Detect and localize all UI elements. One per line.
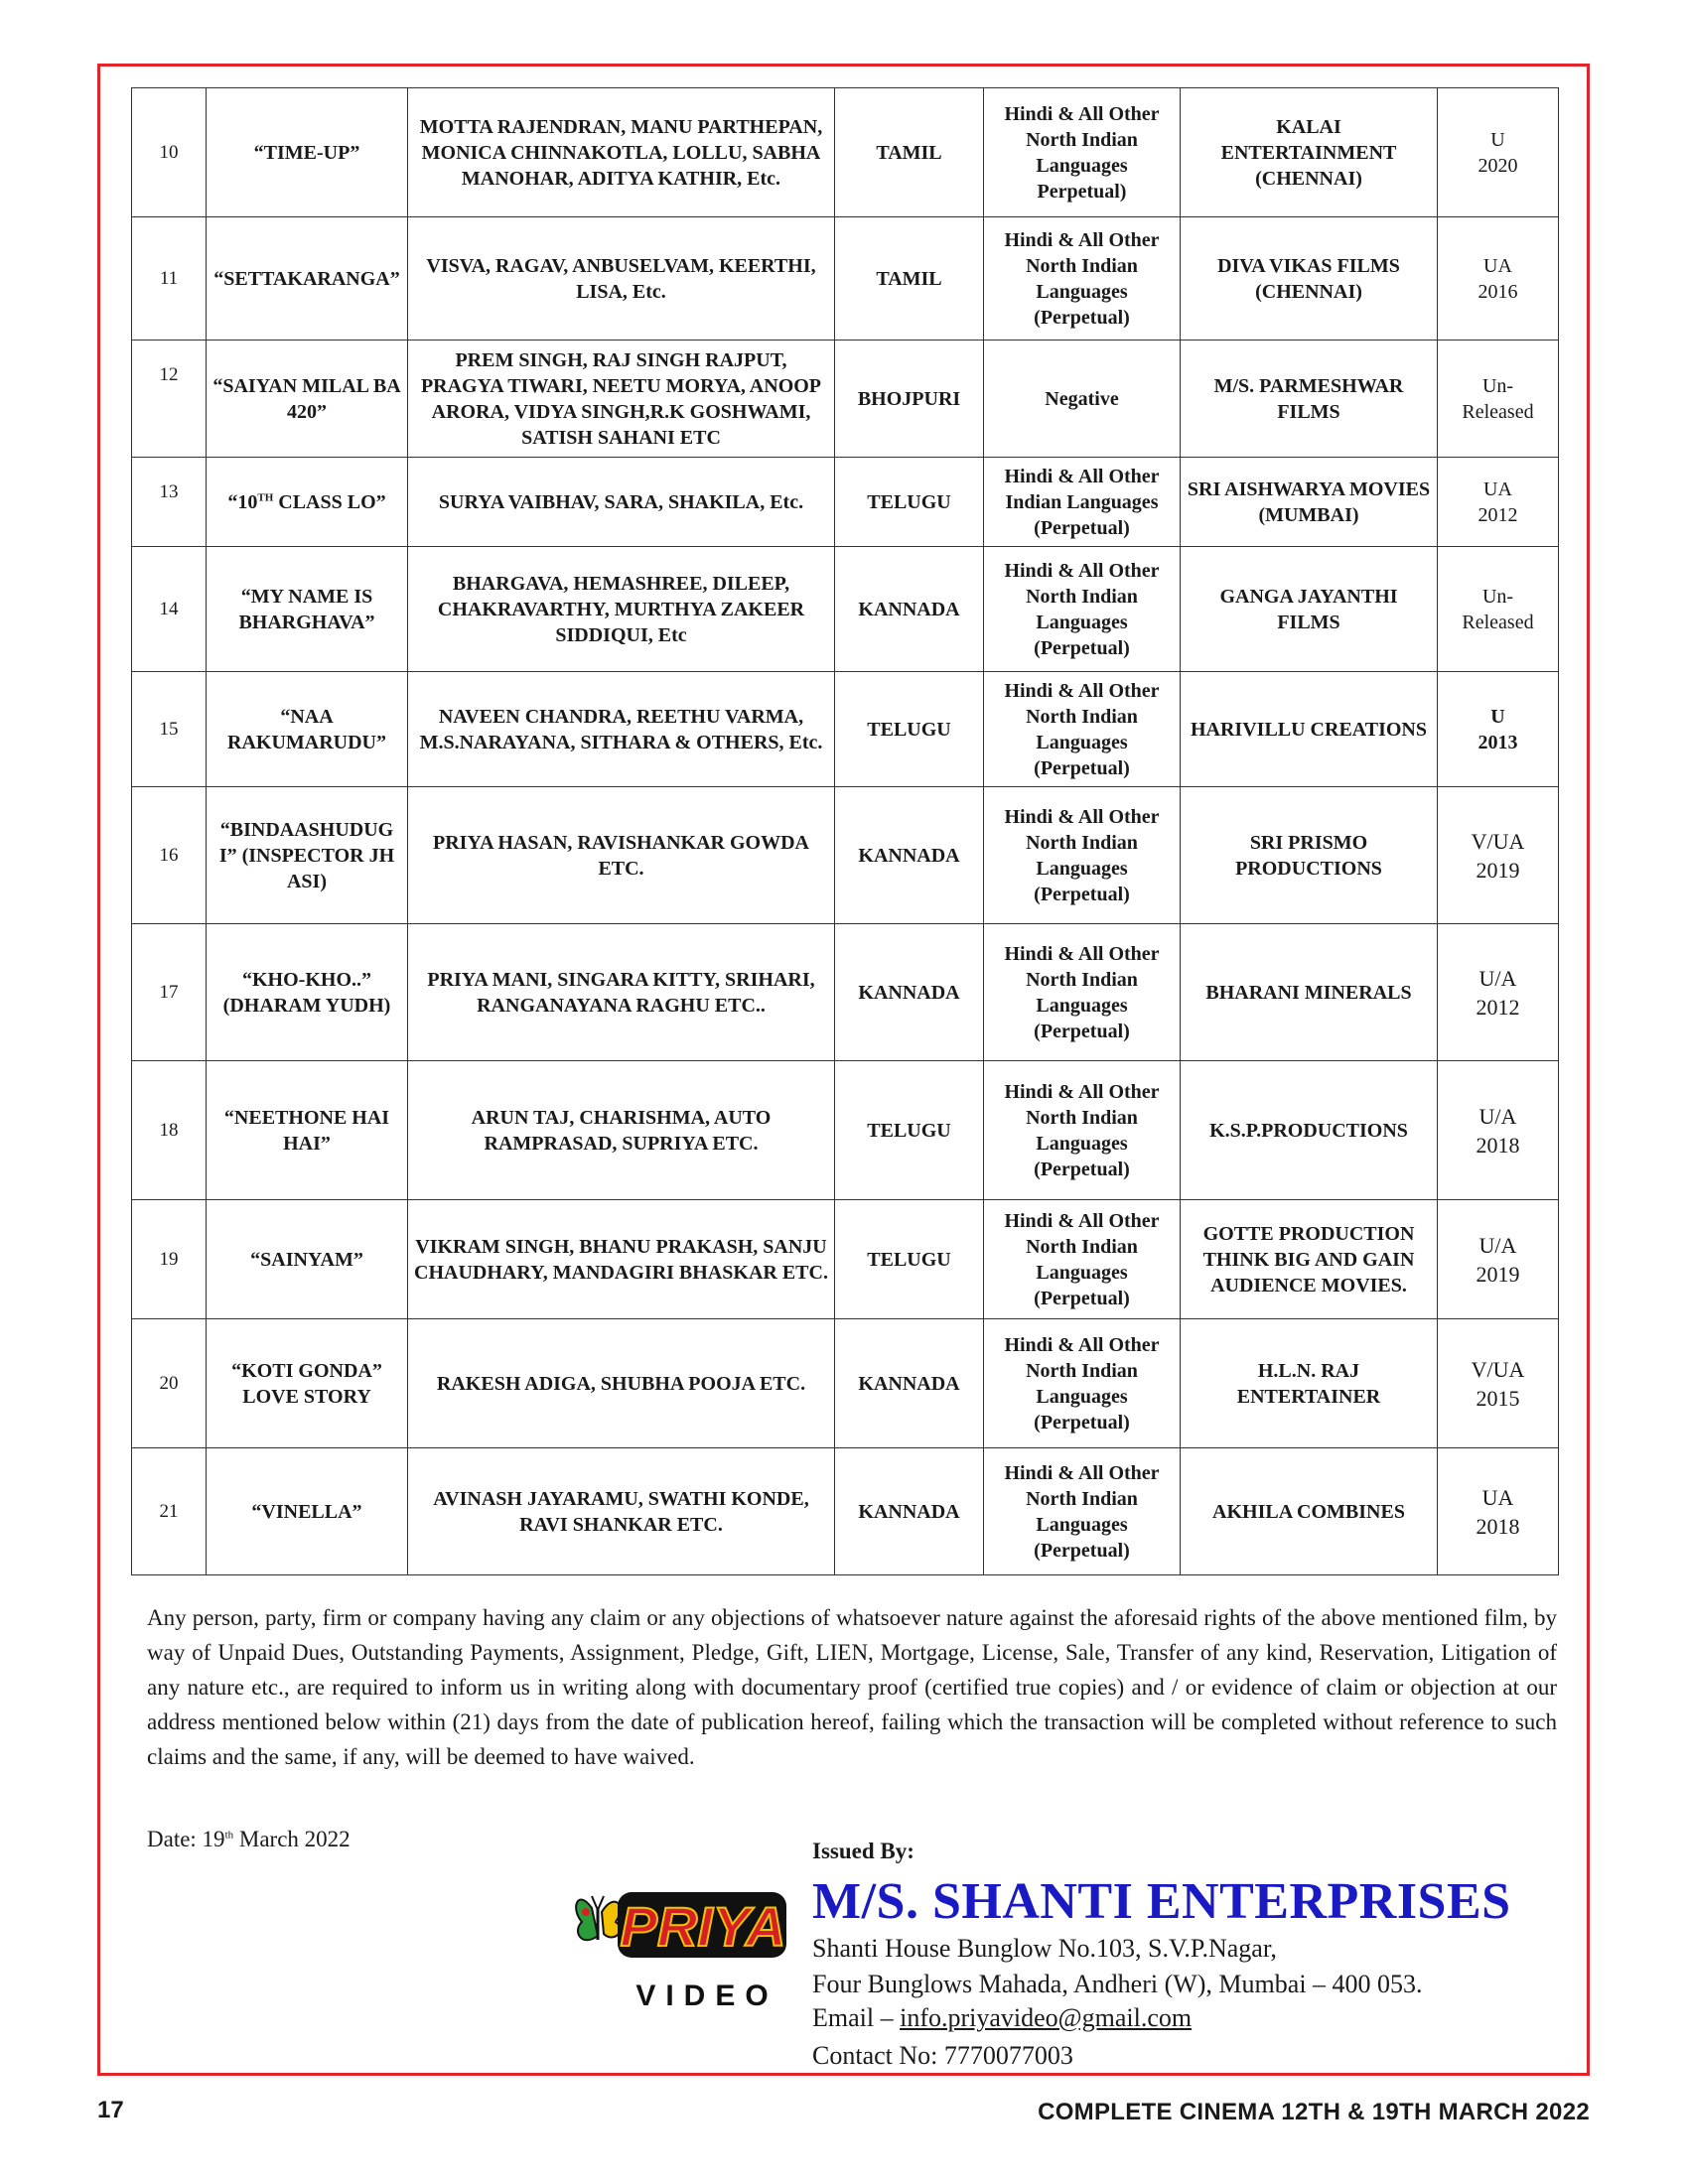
film-language: KANNADA	[835, 924, 984, 1061]
date-superscript: th	[224, 1829, 234, 1842]
film-producer: AKHILA COMBINES	[1181, 1448, 1438, 1575]
table-row	[132, 924, 1559, 1061]
cert-rating: U/A	[1478, 1103, 1517, 1129]
film-cast: NAVEEN CHANDRA, REETHU VARMA, M.S.NARAYANA, SITHARA & OTHERS, Etc.	[408, 672, 835, 787]
film-title: “SETTAKARANGA”	[207, 217, 408, 341]
film-title: “NAA RAKUMARUDU”	[207, 672, 408, 787]
cert-rating: UA	[1483, 254, 1512, 277]
film-cast: AVINASH JAYARAMU, SWATHI KONDE, RAVI SHANKAR ETC.	[408, 1448, 835, 1575]
film-language: TELUGU	[835, 458, 984, 547]
page-number: 17	[97, 2097, 124, 2123]
row-number: 17	[132, 924, 207, 1061]
row-number: 13	[132, 458, 207, 547]
cert-rating: V/UA	[1471, 1356, 1525, 1382]
title-part: “10	[227, 490, 258, 513]
cert-year: 2012	[1476, 994, 1520, 1020]
film-certificate	[1438, 1319, 1559, 1448]
film-producer: SRI AISHWARYA MOVIES (MUMBAI)	[1181, 458, 1438, 547]
cert-year: 2020	[1477, 154, 1518, 177]
cert-year: 2018	[1476, 1132, 1520, 1158]
film-language: KANNADA	[835, 547, 984, 672]
film-title: “TIME-UP”	[207, 88, 408, 217]
film-title: “VINELLA”	[207, 1448, 408, 1575]
film-title: “SAINYAM”	[207, 1200, 408, 1319]
film-certificate	[1438, 547, 1559, 672]
film-cast: PRIYA MANI, SINGARA KITTY, SRIHARI, RANGANAYANA RAGHU ETC..	[408, 924, 835, 1061]
film-certificate	[1438, 1061, 1559, 1200]
table-row	[132, 672, 1559, 787]
film-producer: GOTTE PRODUCTION THINK BIG AND GAIN AUDIENCE MOVIES.	[1181, 1200, 1438, 1319]
film-certificate	[1438, 458, 1559, 547]
address-line-2: Four Bunglows Mahada, Andheri (W), Mumbai – 400 053.	[812, 1970, 1423, 1998]
logo-brand-text: PRIYA	[620, 1895, 786, 1958]
issued-by-label: Issued By:	[812, 1839, 914, 1863]
film-producer: HARIVILLU CREATIONS	[1181, 672, 1438, 787]
table-row	[132, 1061, 1559, 1200]
film-certificate	[1438, 787, 1559, 924]
cert-year: 2012	[1477, 503, 1518, 526]
film-title: “MY NAME IS BHARGHAVA”	[207, 547, 408, 672]
cert-year: 2015	[1476, 1385, 1520, 1411]
date-suffix: March 2022	[233, 1827, 351, 1851]
address-line-1: Shanti House Bunglow No.103, S.V.P.Nagar,	[812, 1934, 1277, 1963]
brand-lettering	[618, 1892, 786, 1958]
film-cast: RAKESH ADIGA, SHUBHA POOJA ETC.	[408, 1319, 835, 1448]
film-rights: Hindi & All Other North Indian Languages (Perpetual)	[984, 1448, 1181, 1575]
company-name: M/S. SHANTI ENTERPRISES	[812, 1873, 1511, 1930]
film-language: TELUGU	[835, 672, 984, 787]
cert-rating: Un-	[1481, 585, 1514, 608]
film-title: “KOTI GONDA” LOVE STORY	[207, 1319, 408, 1448]
film-title: “NEETHONE HAI HAI”	[207, 1061, 408, 1200]
cert-year: 2019	[1476, 1261, 1520, 1287]
logo-sub-text: VIDEO	[635, 1979, 778, 2012]
film-rights: Hindi & All Other Indian Languages (Perpetual)	[984, 458, 1181, 547]
butterfly-icon	[576, 1896, 620, 1940]
film-producer: M/S. PARMESHWAR FILMS	[1181, 341, 1438, 458]
film-rights: Hindi & All Other North Indian Languages (Perpetual)	[984, 1319, 1181, 1448]
row-number: 20	[132, 1319, 207, 1448]
row-number: 11	[132, 217, 207, 341]
film-language: KANNADA	[835, 787, 984, 924]
email-line	[812, 2003, 1192, 2033]
film-language: TELUGU	[835, 1200, 984, 1319]
film-producer: KALAI ENTERTAINMENT (CHENNAI)	[1181, 88, 1438, 217]
film-language: KANNADA	[835, 1448, 984, 1575]
film-cast: BHARGAVA, HEMASHREE, DILEEP, CHAKRAVARTHY, MURTHYA ZAKEER SIDDIQUI, Etc	[408, 547, 835, 672]
row-number: 10	[132, 88, 207, 217]
film-producer: SRI PRISMO PRODUCTIONS	[1181, 787, 1438, 924]
table-row	[132, 217, 1559, 341]
film-certificate	[1438, 217, 1559, 341]
table-row	[132, 1200, 1559, 1319]
cert-rating: Un-	[1481, 374, 1514, 397]
film-cast: PREM SINGH, RAJ SINGH RAJPUT, PRAGYA TIWARI, NEETU MORYA, ANOOP ARORA, VIDYA SINGH,R.K GOSHWAMI, SATISH SAHANI ETC	[408, 341, 835, 458]
cert-year: 2016	[1477, 280, 1518, 303]
table-row	[132, 787, 1559, 924]
cert-year: Released	[1462, 400, 1534, 423]
cert-rating: U/A	[1478, 1232, 1517, 1258]
cert-year: Released	[1462, 611, 1534, 633]
cert-year: 2019	[1476, 857, 1520, 883]
film-language: TELUGU	[835, 1061, 984, 1200]
table-row	[132, 88, 1559, 217]
cert-rating: UA	[1481, 1484, 1514, 1510]
film-certificate	[1438, 88, 1559, 217]
film-language: KANNADA	[835, 1319, 984, 1448]
film-certificate	[1438, 1200, 1559, 1319]
email-link[interactable]: info.priyavideo@gmail.com	[900, 2003, 1193, 2032]
table-row	[132, 1448, 1559, 1575]
table-row	[132, 458, 1559, 547]
film-language: BHOJPURI	[835, 341, 984, 458]
film-rights: Hindi & All Other North Indian Languages (Perpetual)	[984, 547, 1181, 672]
film-certificate	[1438, 1448, 1559, 1575]
film-certificate	[1438, 672, 1559, 787]
film-rights: Hindi & All Other North Indian Languages (Perpetual)	[984, 217, 1181, 341]
film-rights: Hindi & All Other North Indian Languages (Perpetual)	[984, 1200, 1181, 1319]
row-number: 18	[132, 1061, 207, 1200]
film-rights: Hindi & All Other North Indian Languages (Perpetual)	[984, 672, 1181, 787]
row-number: 16	[132, 787, 207, 924]
film-title: “BINDAASHUDUGI” (INSPECTOR JHASI)	[207, 787, 408, 924]
film-producer: H.L.N. RAJ ENTERTAINER	[1181, 1319, 1438, 1448]
film-certificate	[1438, 924, 1559, 1061]
film-rights: Hindi & All Other North Indian Languages (Perpetual)	[984, 924, 1181, 1061]
email-label: Email –	[812, 2003, 901, 2032]
film-language: TAMIL	[835, 88, 984, 217]
table-row	[132, 1319, 1559, 1448]
film-rights: Negative	[984, 341, 1181, 458]
title-part: CLASS LO”	[273, 490, 386, 513]
film-title	[207, 458, 408, 547]
date-prefix: Date: 19	[147, 1827, 225, 1851]
film-cast: PRIYA HASAN, RAVISHANKAR GOWDA ETC.	[408, 787, 835, 924]
title-superscript: TH	[257, 490, 274, 503]
film-cast: ARUN TAJ, CHARISHMA, AUTO RAMPRASAD, SUPRIYA ETC.	[408, 1061, 835, 1200]
film-producer: K.S.P.PRODUCTIONS	[1181, 1061, 1438, 1200]
film-producer: GANGA JAYANTHI FILMS	[1181, 547, 1438, 672]
cert-rating: U	[1490, 705, 1505, 728]
film-title: “KHO-KHO..” (DHARAM YUDH)	[207, 924, 408, 1061]
row-number: 21	[132, 1448, 207, 1575]
film-rights: Hindi & All Other North Indian Languages Perpetual)	[984, 88, 1181, 217]
film-language: TAMIL	[835, 217, 984, 341]
film-cast: VISVA, RAGAV, ANBUSELVAM, KEERTHI, LISA, Etc.	[408, 217, 835, 341]
film-cast: SURYA VAIBHAV, SARA, SHAKILA, Etc.	[408, 458, 835, 547]
cert-year: 2013	[1477, 731, 1518, 753]
film-producer: BHARANI MINERALS	[1181, 924, 1438, 1061]
cert-rating: U/A	[1478, 965, 1517, 991]
film-rights: Hindi & All Other North Indian Languages (Perpetual)	[984, 1061, 1181, 1200]
row-number: 15	[132, 672, 207, 787]
film-certificate	[1438, 341, 1559, 458]
logo-graphic	[568, 1878, 788, 2019]
film-producer: DIVA VIKAS FILMS (CHENNAI)	[1181, 217, 1438, 341]
cert-year: 2018	[1476, 1513, 1520, 1539]
table-row	[132, 547, 1559, 672]
film-title: “SAIYAN MILAL BA 420”	[207, 341, 408, 458]
cert-rating: V/UA	[1471, 828, 1525, 854]
table-row	[132, 341, 1559, 458]
cert-rating: U	[1490, 128, 1505, 151]
priya-video-logo	[568, 1878, 788, 2019]
notice-date	[147, 1827, 351, 1852]
row-number: 14	[132, 547, 207, 672]
film-cast: VIKRAM SINGH, BHANU PRAKASH, SANJU CHAUDHARY, MANDAGIRI BHASKAR ETC.	[408, 1200, 835, 1319]
film-rights: Hindi & All Other North Indian Languages (Perpetual)	[984, 787, 1181, 924]
publication-footer: COMPLETE CINEMA 12TH & 19TH MARCH 2022	[1038, 2099, 1590, 2125]
row-number: 12	[132, 341, 207, 458]
claims-notice: Any person, party, firm or company having any claim or any objections of whatsoever nature against the aforesaid rights of the above mentioned film, by way of Unpaid Dues, Outstanding Payments, Assignment, Pledge, Gift, LIEN, Mortgage, License, Sale, Transfer of any kind, Reservation, Litigation of any nature etc., are required to inform us in writing along with documentary proof (certified true copies) and / or evidence of claim or objection at our address mentioned below within (21) days from the date of publication hereof, failing which the transaction will be completed without reference to such claims and the same, if any, will be deemed to have waived.	[147, 1605, 1557, 1769]
contact-number: Contact No: 7770077003	[812, 2041, 1073, 2070]
cert-rating: UA	[1483, 478, 1512, 500]
row-number: 19	[132, 1200, 207, 1319]
film-cast: MOTTA RAJENDRAN, MANU PARTHEPAN, MONICA CHINNAKOTLA, LOLLU, SABHA MANOHAR, ADITYA KATHIR, Etc.	[408, 88, 835, 217]
films-table	[131, 87, 1559, 1575]
